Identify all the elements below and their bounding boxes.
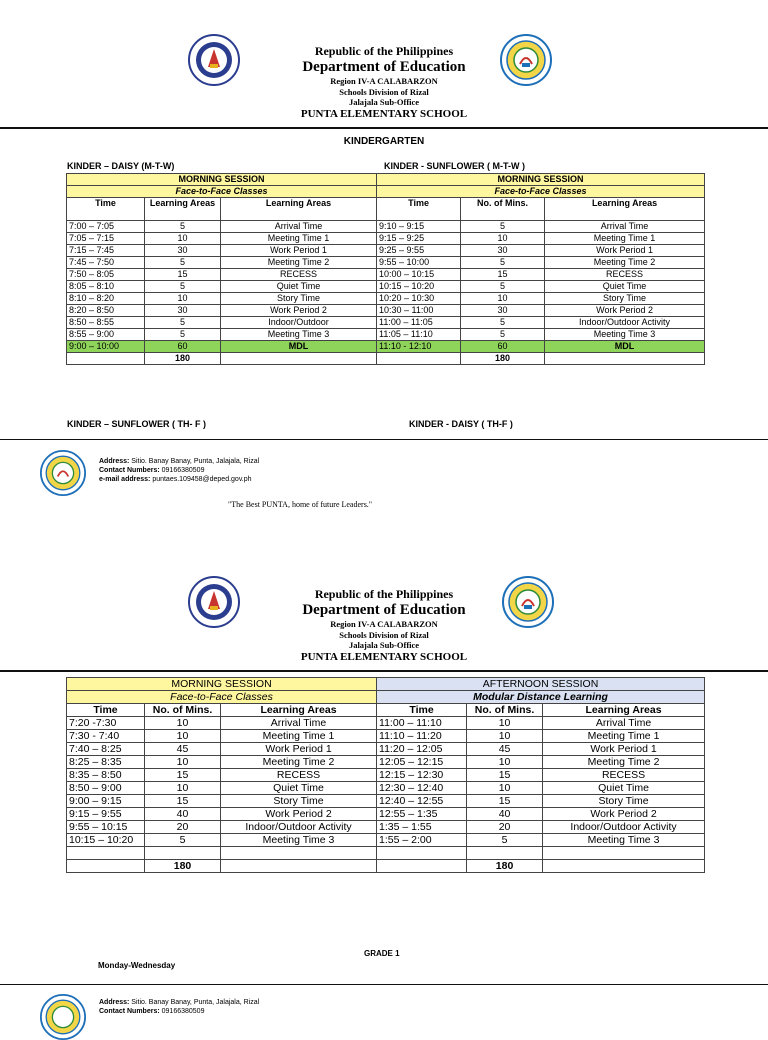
table-row [67, 245, 705, 257]
table-cell: 11:05 – 11:10 [377, 329, 461, 341]
table-row [67, 756, 705, 769]
table-cell: 10 [145, 233, 221, 245]
table-cell: 11:00 – 11:05 [377, 317, 461, 329]
table-cell: Work Period 2 [543, 808, 705, 821]
footer-divider [0, 984, 768, 985]
table-cell: 12:55 – 1:35 [377, 808, 467, 821]
table-cell: 15 [467, 769, 543, 782]
table-cell: 10 [145, 730, 221, 743]
table-row [67, 221, 705, 233]
table-cell: 15 [145, 769, 221, 782]
col-header: No. of Mins. [467, 704, 543, 717]
table-cell: 10 [145, 717, 221, 730]
table-cell: Story Time [221, 293, 377, 305]
contact-value: 09166380509 [161, 1008, 205, 1015]
footer-motto: "The Best PUNTA, home of future Leaders." [228, 500, 373, 509]
table-cell: 30 [461, 305, 545, 317]
table-cell: 15 [467, 795, 543, 808]
table-cell: 30 [145, 305, 221, 317]
grade1-schedule-table [66, 677, 705, 873]
morning-session-title: MORNING SESSION [67, 678, 377, 691]
table-cell: 9:00 – 9:15 [67, 795, 145, 808]
table-cell: 10 [145, 293, 221, 305]
empty-cell [67, 353, 145, 365]
table-cell: 11:00 – 11:10 [377, 717, 467, 730]
table-cell: 8:35 – 8:50 [67, 769, 145, 782]
school-seal-icon [40, 450, 86, 496]
footer-address [99, 998, 259, 1016]
table-cell: 7:30 - 7:40 [67, 730, 145, 743]
afternoon-session-sub: Modular Distance Learning [377, 691, 705, 704]
table-row [67, 795, 705, 808]
table-cell: 10 [461, 293, 545, 305]
table-row [67, 293, 705, 305]
page1-letterhead [0, 44, 768, 121]
right-session-title: MORNING SESSION [377, 174, 705, 186]
table-row [67, 317, 705, 329]
table-row [67, 233, 705, 245]
table-cell: RECESS [221, 269, 377, 281]
table-cell: 5 [461, 317, 545, 329]
table-cell: 8:50 – 8:55 [67, 317, 145, 329]
table-cell: 10 [461, 233, 545, 245]
table-cell: 20 [467, 821, 543, 834]
table-cell: 10 [467, 756, 543, 769]
table-cell: 1:35 – 1:55 [377, 821, 467, 834]
table-cell: Meeting Time 3 [543, 834, 705, 847]
table-cell: 10 [467, 730, 543, 743]
empty-cell [221, 353, 377, 365]
table-cell: Arrival Time [545, 221, 705, 233]
table-cell: Arrival Time [221, 221, 377, 233]
table-cell: Work Period 1 [221, 743, 377, 756]
col-header: Time [377, 198, 461, 221]
header-division: Schools Division of Rizal [339, 629, 429, 640]
empty-cell [377, 353, 461, 365]
table-cell: 8:05 – 8:10 [67, 281, 145, 293]
table-cell: Indoor/Outdoor Activity [221, 821, 377, 834]
table-cell: 9:55 – 10:15 [67, 821, 145, 834]
table-row [67, 269, 705, 281]
header-region: Region IV-A CALABARZON [330, 619, 438, 629]
table-cell: Meeting Time 2 [543, 756, 705, 769]
footer-divider [0, 439, 768, 440]
table-cell: Meeting Time 2 [221, 756, 377, 769]
table-cell: Work Period 1 [545, 245, 705, 257]
table-cell: 10 [145, 756, 221, 769]
left-section-label: KINDER – DAISY (M-T-W) [67, 161, 175, 171]
col-header: Learning Areas [221, 704, 377, 717]
mdl-cell: MDL [221, 341, 377, 353]
empty-cell [467, 847, 543, 860]
total-cell: 180 [467, 860, 543, 873]
table-cell: 5 [461, 281, 545, 293]
table-row [67, 834, 705, 847]
footer-address [99, 457, 259, 484]
table-cell: 10:15 – 10:20 [67, 834, 145, 847]
table-cell: Indoor/Outdoor Activity [543, 821, 705, 834]
total-cell: 180 [145, 353, 221, 365]
table-cell: Work Period 1 [543, 743, 705, 756]
table-cell: 10 [467, 717, 543, 730]
table-row [67, 769, 705, 782]
days-label: Monday-Wednesday [98, 961, 176, 970]
table-cell: 15 [461, 269, 545, 281]
mdl-cell: 9:00 – 10:00 [67, 341, 145, 353]
table-cell: 5 [467, 834, 543, 847]
header-divider [0, 127, 768, 129]
table-cell: 12:30 – 12:40 [377, 782, 467, 795]
contact-label: Contact Numbers: [99, 1008, 160, 1015]
col-header: Time [67, 704, 145, 717]
table-cell: 12:05 – 12:15 [377, 756, 467, 769]
table-cell: Quiet Time [545, 281, 705, 293]
table-cell: 30 [145, 245, 221, 257]
table-cell: 5 [145, 317, 221, 329]
table-cell: 7:40 – 8:25 [67, 743, 145, 756]
left-session-sub: Face-to-Face Classes [67, 186, 377, 198]
total-cell: 180 [145, 860, 221, 873]
school-seal-icon [40, 994, 86, 1040]
table-cell: Story Time [545, 293, 705, 305]
table-cell: Story Time [221, 795, 377, 808]
table-cell: Meeting Time 1 [221, 730, 377, 743]
table-cell: Work Period 1 [221, 245, 377, 257]
table-cell: Quiet Time [221, 782, 377, 795]
table-row [67, 808, 705, 821]
table-row [67, 717, 705, 730]
address-value: Sitio. Banay Banay, Punta, Jalajala, Rizal [131, 458, 260, 465]
table-cell: RECESS [221, 769, 377, 782]
table-cell: 10 [145, 782, 221, 795]
right-section-label: KINDER - SUNFLOWER ( M-T-W ) [384, 161, 525, 171]
table-cell: 10:00 – 10:15 [377, 269, 461, 281]
table-cell: Work Period 2 [221, 808, 377, 821]
table-cell: 10 [467, 782, 543, 795]
bottom-right-label: KINDER - DAISY ( TH-F ) [409, 419, 513, 429]
table-cell: 45 [145, 743, 221, 756]
table-cell: Arrival Time [221, 717, 377, 730]
mdl-cell: MDL [545, 341, 705, 353]
table-cell: 7:05 – 7:15 [67, 233, 145, 245]
table-cell: 7:20 -7:30 [67, 717, 145, 730]
header-division: Schools Division of Rizal [339, 86, 429, 97]
table-cell: 7:50 – 8:05 [67, 269, 145, 281]
table-cell: 11:10 – 11:20 [377, 730, 467, 743]
empty-cell [377, 860, 467, 873]
header-republic: Republic of the Philippines [314, 587, 454, 601]
col-header: Learning Areas [543, 704, 705, 717]
page2-letterhead [0, 587, 768, 664]
table-row [67, 821, 705, 834]
col-header: No. of Mins. [145, 704, 221, 717]
table-cell: 5 [145, 257, 221, 269]
table-cell: 10:30 – 11:00 [377, 305, 461, 317]
email-label: e-mail address: [99, 476, 151, 483]
table-cell: 45 [467, 743, 543, 756]
table-cell: 12:40 – 12:55 [377, 795, 467, 808]
header-suboffice: Jalajala Sub-Office [348, 640, 420, 650]
address-label: Address: [99, 999, 130, 1006]
table-row [67, 329, 705, 341]
col-header: Learning Areas [221, 198, 377, 221]
table-cell: 9:15 – 9:55 [67, 808, 145, 821]
table-cell: 9:15 – 9:25 [377, 233, 461, 245]
header-department: Department of Education [302, 59, 466, 75]
page-title: KINDERGARTEN [343, 136, 425, 147]
table-cell: RECESS [543, 769, 705, 782]
table-cell: Indoor/Outdoor Activity [545, 317, 705, 329]
empty-cell [377, 847, 467, 860]
table-cell: 8:50 – 9:00 [67, 782, 145, 795]
bottom-left-label: KINDER – SUNFLOWER ( TH- F ) [67, 419, 206, 429]
empty-cell [221, 860, 377, 873]
table-row [67, 281, 705, 293]
table-cell: 10:15 – 10:20 [377, 281, 461, 293]
table-cell: Quiet Time [221, 281, 377, 293]
table-cell: 30 [461, 245, 545, 257]
header-divider [0, 670, 768, 672]
mdl-cell: 60 [461, 341, 545, 353]
table-cell: 9:10 – 9:15 [377, 221, 461, 233]
table-cell: Meeting Time 2 [545, 257, 705, 269]
table-row [67, 730, 705, 743]
table-cell: 5 [145, 834, 221, 847]
table-cell: 15 [145, 795, 221, 808]
header-department: Department of Education [302, 602, 466, 618]
table-cell: 7:45 – 7:50 [67, 257, 145, 269]
table-cell: 5 [145, 281, 221, 293]
table-cell: 5 [461, 257, 545, 269]
table-cell: 11:20 – 12:05 [377, 743, 467, 756]
total-cell: 180 [461, 353, 545, 365]
table-cell: 5 [145, 221, 221, 233]
table-cell: Indoor/Outdoor [221, 317, 377, 329]
grade-label: GRADE 1 [364, 949, 400, 958]
table-cell: Arrival Time [543, 717, 705, 730]
col-header: Learning Areas [545, 198, 705, 221]
header-school: PUNTA ELEMENTARY SCHOOL [300, 650, 468, 663]
table-cell: 10:20 – 10:30 [377, 293, 461, 305]
table-cell: Meeting Time 1 [545, 233, 705, 245]
table-cell: 5 [461, 329, 545, 341]
table-cell: 8:10 – 8:20 [67, 293, 145, 305]
table-cell: 7:15 – 7:45 [67, 245, 145, 257]
empty-cell [543, 847, 705, 860]
afternoon-session-title: AFTERNOON SESSION [377, 678, 705, 691]
col-header: Time [67, 198, 145, 221]
address-value: Sitio. Banay Banay, Punta, Jalajala, Rizal [131, 999, 260, 1006]
table-cell: 8:55 – 9:00 [67, 329, 145, 341]
table-cell: Meeting Time 2 [221, 257, 377, 269]
table-row [67, 257, 705, 269]
contact-label: Contact Numbers: [99, 467, 160, 474]
table-cell: Meeting Time 3 [221, 834, 377, 847]
table-cell: 40 [467, 808, 543, 821]
table-row [67, 782, 705, 795]
morning-session-sub: Face-to-Face Classes [67, 691, 377, 704]
email-value: puntaes.109458@deped.gov.ph [152, 476, 252, 483]
table-cell: Meeting Time 1 [543, 730, 705, 743]
header-republic: Republic of the Philippines [314, 44, 454, 58]
col-header: Learning Areas [145, 198, 221, 221]
table-cell: Work Period 2 [545, 305, 705, 317]
empty-cell [67, 847, 145, 860]
header-suboffice: Jalajala Sub-Office [348, 97, 420, 107]
table-cell: 20 [145, 821, 221, 834]
table-cell: 5 [145, 329, 221, 341]
table-cell: 1:55 – 2:00 [377, 834, 467, 847]
contact-value: 09166380509 [161, 467, 205, 474]
table-cell: 15 [145, 269, 221, 281]
table-cell: 9:25 – 9:55 [377, 245, 461, 257]
address-label: Address: [99, 458, 130, 465]
empty-cell [221, 847, 377, 860]
table-row [67, 305, 705, 317]
empty-cell [545, 353, 705, 365]
table-cell: 7:00 – 7:05 [67, 221, 145, 233]
table-cell: Meeting Time 1 [221, 233, 377, 245]
table-cell: Story Time [543, 795, 705, 808]
left-session-title: MORNING SESSION [67, 174, 377, 186]
table-cell: Meeting Time 3 [221, 329, 377, 341]
empty-cell [67, 860, 145, 873]
table-cell: 9:55 – 10:00 [377, 257, 461, 269]
table-cell: 5 [461, 221, 545, 233]
table-cell: 12:15 – 12:30 [377, 769, 467, 782]
mdl-cell: 60 [145, 341, 221, 353]
empty-cell [145, 847, 221, 860]
header-school: PUNTA ELEMENTARY SCHOOL [300, 107, 468, 120]
table-row [67, 743, 705, 756]
table-cell: RECESS [545, 269, 705, 281]
table-cell: 8:20 – 8:50 [67, 305, 145, 317]
table-cell: Quiet Time [543, 782, 705, 795]
right-session-sub: Face-to-Face Classes [377, 186, 705, 198]
col-header: No. of Mins. [461, 198, 545, 221]
table-cell: 8:25 – 8:35 [67, 756, 145, 769]
table-cell: Meeting Time 3 [545, 329, 705, 341]
empty-cell [543, 860, 705, 873]
mdl-cell: 11:10 - 12:10 [377, 341, 461, 353]
table-cell: Work Period 2 [221, 305, 377, 317]
kinder-schedule-table [66, 173, 705, 365]
header-region: Region IV-A CALABARZON [330, 76, 438, 86]
table-cell: 40 [145, 808, 221, 821]
col-header: Time [377, 704, 467, 717]
